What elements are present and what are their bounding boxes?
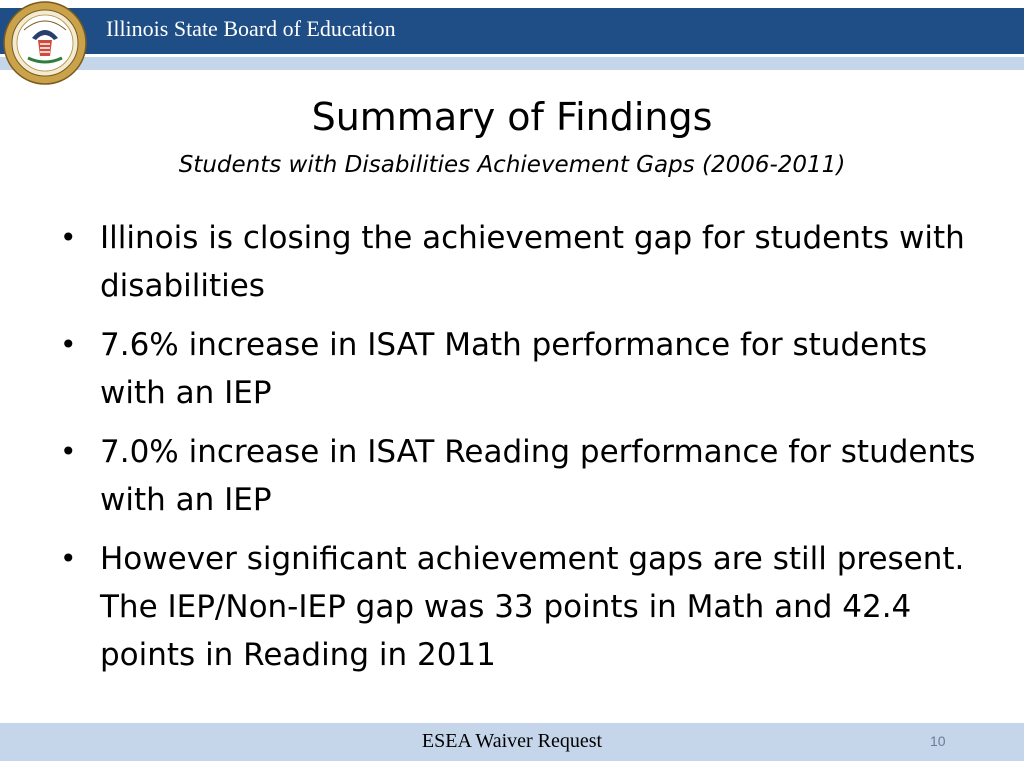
bullet-item — [58, 535, 988, 679]
bullet-item — [58, 321, 988, 417]
bullet-item — [58, 214, 988, 310]
bullet-dot-icon: • — [60, 328, 77, 361]
bullet-text: 7.6% increase in ISAT Math performance for students with an IEP — [100, 327, 928, 411]
bullet-text: Illinois is closing the achievement gap for students with disabilities — [100, 220, 965, 304]
bullet-text: However significant achievement gaps are still present. The IEP/Non-IEP gap was 33 points in Math and 42.4 points in Reading in 2011 — [100, 541, 965, 673]
header-title: Illinois State Board of Education — [106, 16, 396, 41]
bullet-dot-icon: • — [60, 435, 77, 468]
bullet-text: 7.0% increase in ISAT Reading performance for students with an IEP — [100, 434, 976, 518]
slide-subtitle: Students with Disabilities Achievement Gaps (2006-2011) — [178, 152, 846, 178]
page-number: 10 — [930, 733, 946, 749]
bullet-dot-icon: • — [60, 221, 77, 254]
state-seal-logo — [2, 0, 88, 86]
bullet-dot-icon: • — [60, 542, 77, 575]
header-stripe — [0, 57, 1024, 70]
bullet-list — [58, 214, 988, 690]
bullet-item — [58, 428, 988, 524]
slide-title: Summary of Findings — [311, 95, 713, 139]
footer-label: ESEA Waiver Request — [421, 730, 603, 752]
